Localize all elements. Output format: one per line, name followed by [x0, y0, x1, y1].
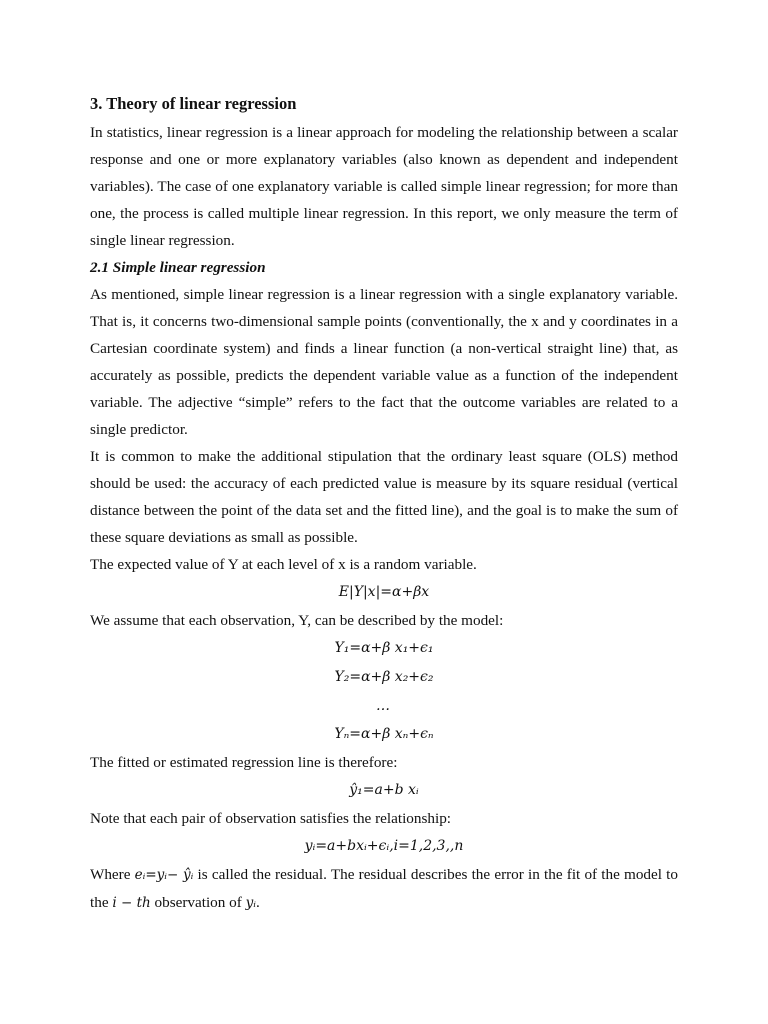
paragraph-residual: [90, 861, 678, 917]
equation-model-2: Y₂=α+β x₂+ϵ₂: [334, 669, 434, 685]
equation-model-1: Y₁=α+β x₁+ϵ₁: [334, 640, 434, 656]
intro-paragraph: In statistics, linear regression is a linear approach for modeling the relationship between a scalar response and one or more explanatory variables (also known as dependent and independent variables). The case of one explanatory variable is called simple linear regression; for more than one, the process is called multiple linear regression. In this report, we only measure the term of single linear regression.: [90, 124, 678, 249]
equation-pair-relationship: yᵢ=a+bxᵢ+ϵᵢ,i=1,2,3,,n: [304, 838, 464, 854]
residual-text-2: observation of: [154, 894, 242, 911]
paragraph-fitted-line: The fitted or estimated regression line is therefore:: [90, 754, 398, 771]
paragraph-model-assumption: We assume that each observation, Y, can be described by the model:: [90, 612, 504, 629]
ith-observation-formula: i − th: [112, 895, 151, 911]
section-heading: 3. Theory of linear regression: [90, 94, 297, 113]
y-i-formula: yᵢ: [245, 895, 256, 911]
equation-expected-value: E|Y|x|=α+βx: [338, 584, 430, 600]
equation-fitted-line: ŷ₁=a+b xᵢ: [349, 782, 419, 798]
equation-ellipsis: …: [376, 698, 392, 714]
residual-formula: eᵢ=yᵢ− ŷᵢ: [134, 867, 194, 883]
subsection-heading: 2.1 Simple linear regression: [90, 259, 266, 276]
residual-prefix: Where: [90, 866, 131, 883]
paragraph-pair-relationship: Note that each pair of observation satisfies the relationship:: [90, 810, 452, 827]
document-body: [90, 92, 678, 917]
paragraph-expected-value: The expected value of Y at each level of x is a random variable.: [90, 556, 477, 573]
paragraph-ols: It is common to make the additional stipulation that the ordinary least square (OLS) method should be used: the accuracy of each predicted value is measure by its square residual (vertical distance between the point of the data set and the fitted line), and the goal is to make the sum of these square deviations as small as possible.: [90, 448, 678, 546]
residual-text: is called the residual. The residual describes the error in the fit of the model to the: [90, 866, 678, 911]
paragraph-simple-regression: As mentioned, simple linear regression is a linear regression with a single explanatory variable. That is, it concerns two-dimensional sample points (conventionally, the x and y coordinates in a Cartesian coordinate system) and finds a linear function (a non-vertical straight line) that, as accurately as possible, predicts the dependent variable value as a function of the independent variable. The adjective “simple” refers to the fact that the outcome variables are related to a single predictor.: [90, 286, 678, 438]
residual-end: .: [255, 894, 260, 911]
equation-model-n: Yₙ=α+β xₙ+ϵₙ: [334, 726, 434, 742]
